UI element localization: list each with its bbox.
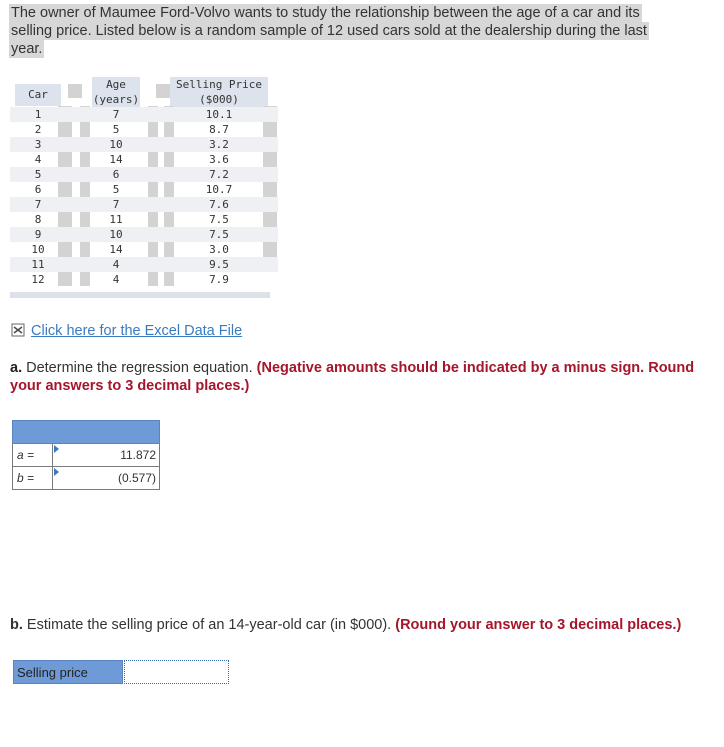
cell-car: 1 (34, 108, 42, 121)
col-divider (68, 84, 82, 98)
part-b-label: b. (10, 617, 23, 633)
cell-price: 3.0 (209, 243, 229, 256)
header-price-line2: ($000) (199, 93, 239, 106)
cell-car: 2 (34, 123, 42, 136)
cell-car: 6 (34, 183, 42, 196)
cell-price: 7.2 (209, 168, 229, 181)
answer-row-b (12, 467, 160, 490)
flag-icon (54, 445, 59, 453)
cell-age: 7 (112, 108, 120, 121)
cell-car: 10 (31, 243, 45, 256)
answer-input-a[interactable] (53, 444, 159, 466)
data-table (10, 74, 270, 298)
cell-price: 7.6 (209, 198, 229, 211)
part-a-text: Determine the regression equation. (22, 360, 257, 376)
cell-price: 10.1 (205, 108, 233, 121)
header-age-line1: Age (106, 78, 126, 91)
answer-value-a: 11.872 (120, 448, 156, 462)
cell-car: 12 (31, 273, 45, 286)
cell-price: 9.5 (209, 258, 229, 271)
excel-data-link[interactable] (11, 323, 242, 339)
cell-age: 6 (112, 168, 120, 181)
cell-age: 4 (112, 258, 120, 271)
cell-age: 14 (109, 243, 123, 256)
excel-link-text[interactable]: Click here for the Excel Data File (31, 323, 243, 339)
part-a-question (10, 359, 710, 395)
cell-price: 7.5 (209, 213, 229, 226)
cell-price: 3.6 (209, 153, 229, 166)
part-a-instruction: (Negative amounts should be indicated by a minus sign. Round your answers to 3 decimal places.) (10, 360, 695, 394)
answer-row-a (12, 444, 160, 467)
spreadsheet-icon (11, 323, 25, 337)
cell-car: 11 (31, 258, 45, 271)
cell-price: 10.7 (205, 183, 233, 196)
header-age (92, 77, 140, 107)
part-b-instruction: (Round your answer to 3 decimal places.) (395, 617, 682, 633)
header-price (170, 77, 268, 107)
cell-price: 7.9 (209, 273, 229, 286)
cell-age: 4 (112, 273, 120, 286)
part-b-question (10, 616, 722, 634)
flag-icon (54, 468, 59, 476)
cell-car: 8 (34, 213, 42, 226)
selling-price-input[interactable] (124, 660, 229, 684)
answer-input-b[interactable] (53, 467, 159, 489)
header-price-line1: Selling Price (175, 78, 263, 91)
cell-age: 10 (109, 228, 123, 241)
cell-age: 5 (112, 123, 120, 136)
cell-price: 8.7 (209, 123, 229, 136)
cell-age: 10 (109, 138, 123, 151)
regression-answer-table (12, 420, 160, 490)
header-car-label: Car (28, 88, 48, 101)
answer-label-a: a = (13, 444, 53, 466)
cell-age: 11 (109, 213, 123, 226)
header-age-line2: (years) (92, 93, 140, 106)
header-car (15, 84, 61, 106)
answer-label-b: b = (13, 467, 53, 489)
part-b-text: Estimate the selling price of an 14-year-old car (in $000). (22, 617, 396, 633)
cell-car: 9 (34, 228, 42, 241)
table-bottom-bar (10, 292, 270, 298)
col-divider (156, 84, 170, 98)
problem-intro (9, 4, 711, 58)
cell-age: 7 (112, 198, 120, 211)
cell-age: 5 (112, 183, 120, 196)
cell-car: 5 (34, 168, 42, 181)
cell-age: 14 (109, 153, 123, 166)
answer-table-header (12, 420, 160, 444)
cell-price: 7.5 (209, 228, 229, 241)
part-a-label: a. (10, 360, 23, 376)
selling-price-label: Selling price (13, 660, 123, 684)
intro-line-1: The owner of Maumee Ford-Volvo wants to study the relationship between the age of a car and its (11, 5, 640, 21)
cell-car: 7 (34, 198, 42, 211)
answer-value-b: (0.577) (117, 471, 156, 485)
cell-car: 3 (34, 138, 42, 151)
intro-line-2: selling price. Listed below is a random sample of 12 used cars sold at the dealership during the last (11, 23, 647, 39)
cell-car: 4 (34, 153, 42, 166)
cell-price: 3.2 (209, 138, 229, 151)
intro-line-3: year. (11, 41, 43, 57)
